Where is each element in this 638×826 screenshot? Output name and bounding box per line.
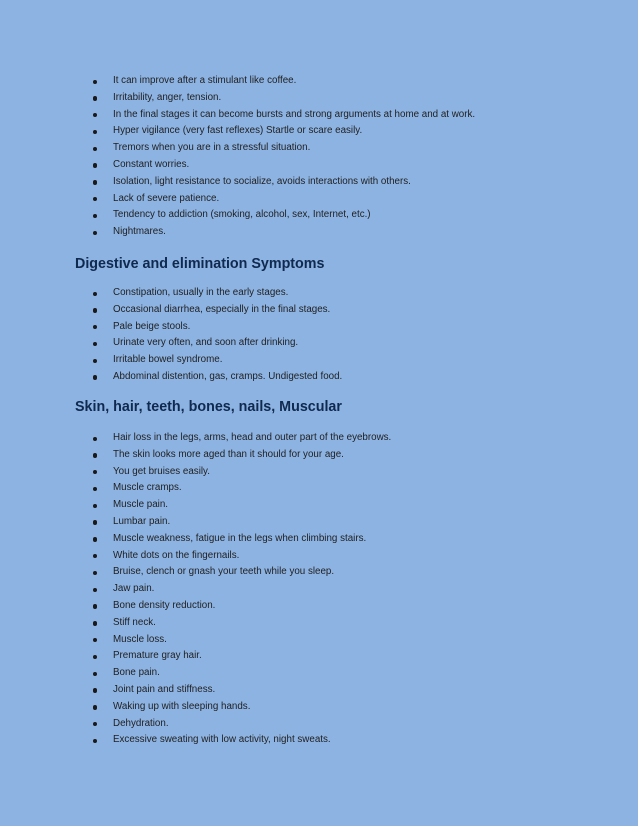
bullet-icon — [93, 453, 97, 457]
bullet-icon — [93, 231, 97, 235]
list-item — [93, 107, 613, 124]
list-item-text: Waking up with sleeping hands. — [113, 700, 251, 712]
list-item — [93, 140, 613, 157]
list-item-text: Joint pain and stiffness. — [113, 683, 216, 695]
list-item-text: Constant worries. — [113, 158, 190, 170]
list-item — [93, 123, 613, 140]
list-item — [93, 464, 613, 481]
list-item-text: The skin looks more aged than it should for your age. — [113, 448, 344, 460]
bullet-icon — [93, 342, 97, 346]
list-item — [93, 598, 613, 615]
list-item — [93, 514, 613, 531]
skin-hair-symptom-list — [93, 430, 613, 749]
list-item — [93, 207, 613, 224]
list-item-text: Muscle cramps. — [113, 482, 182, 494]
list-item-text: In the final stages it can become bursts and strong arguments at home and at work. — [113, 108, 476, 120]
list-item — [93, 369, 613, 386]
list-item — [93, 447, 613, 464]
list-item-text: Constipation, usually in the early stages. — [113, 287, 289, 298]
bullet-icon — [93, 292, 97, 296]
list-item-text: Muscle pain. — [113, 499, 168, 511]
bullet-icon — [93, 113, 97, 117]
list-item — [93, 90, 613, 107]
list-item-text: Irritable bowel syndrome. — [113, 354, 223, 366]
list-item — [93, 665, 613, 682]
list-item — [93, 352, 613, 369]
list-item — [93, 430, 613, 447]
bullet-icon — [93, 571, 97, 575]
section-heading-skin-hair: Skin, hair, teeth, bones, nails, Muscular — [75, 399, 342, 415]
list-item — [93, 564, 613, 581]
bullet-icon — [93, 655, 97, 659]
list-item-text: Premature gray hair. — [113, 650, 202, 662]
list-item — [93, 497, 613, 514]
bullet-icon — [93, 96, 97, 100]
bullet-icon — [93, 308, 97, 312]
list-item — [93, 302, 613, 319]
list-item-text: Isolation, light resistance to socialize, avoids interactions with others. — [113, 175, 411, 187]
list-item — [93, 732, 613, 749]
list-item — [93, 716, 613, 733]
list-item-text: Bruise, clench or gnash your teeth while you sleep. — [113, 566, 335, 578]
list-item — [93, 335, 613, 352]
list-item — [93, 174, 613, 191]
bullet-icon — [93, 147, 97, 151]
bullet-icon — [93, 722, 97, 726]
list-item-text: Hair loss in the legs, arms, head and outer part of the eyebrows. — [113, 432, 392, 443]
bullet-icon — [93, 672, 97, 676]
list-item — [93, 480, 613, 497]
list-item-text: You get bruises easily. — [113, 465, 210, 477]
list-item — [93, 157, 613, 174]
list-item-text: Pale beige stools. — [113, 320, 191, 332]
bullet-icon — [93, 604, 97, 608]
bullet-icon — [93, 588, 97, 592]
list-item-text: Nightmares. — [113, 226, 166, 238]
bullet-icon — [93, 688, 97, 692]
bullet-icon — [93, 214, 97, 218]
list-item — [93, 73, 613, 90]
list-item — [93, 615, 613, 632]
bullet-icon — [93, 739, 97, 743]
list-item-text: Excessive sweating with low activity, night sweats. — [113, 734, 331, 746]
list-item-text: White dots on the fingernails. — [113, 549, 240, 561]
list-item — [93, 682, 613, 699]
list-item-text: Occasional diarrhea, especially in the final stages. — [113, 303, 331, 315]
list-item-text: Tremors when you are in a stressful situation. — [113, 142, 311, 154]
list-item — [93, 548, 613, 565]
bullet-icon — [93, 470, 97, 474]
bullet-icon — [93, 705, 97, 709]
list-item-text: Irritability, anger, tension. — [113, 91, 222, 103]
list-item-text: Abdominal distention, gas, cramps. Undigested food. — [113, 370, 343, 382]
bullet-icon — [93, 554, 97, 558]
list-item-text: It can improve after a stimulant like coffee. — [113, 75, 297, 86]
bullet-icon — [93, 638, 97, 642]
bullet-icon — [93, 359, 97, 363]
list-item — [93, 632, 613, 649]
list-item-text: Dehydration. — [113, 717, 169, 729]
list-item — [93, 319, 613, 336]
bullet-icon — [93, 504, 97, 508]
bullet-icon — [93, 180, 97, 184]
list-item-text: Hyper vigilance (very fast reflexes) Startle or scare easily. — [113, 125, 363, 137]
list-item-text: Muscle loss. — [113, 633, 167, 645]
list-item-text: Urinate very often, and soon after drinking. — [113, 337, 299, 349]
list-item-text: Lumbar pain. — [113, 515, 171, 527]
bullet-icon — [93, 520, 97, 524]
mood-symptom-list — [93, 73, 613, 241]
list-item-text: Tendency to addiction (smoking, alcohol, sex, Internet, etc.) — [113, 209, 371, 221]
list-item-text: Bone density reduction. — [113, 599, 216, 611]
bullet-icon — [93, 163, 97, 167]
list-item — [93, 581, 613, 598]
list-item-text: Muscle weakness, fatigue in the legs when climbing stairs. — [113, 532, 367, 544]
list-item-text: Jaw pain. — [113, 583, 155, 595]
bullet-icon — [93, 130, 97, 134]
list-item-text: Bone pain. — [113, 667, 160, 679]
list-item-text: Lack of severe patience. — [113, 192, 220, 204]
bullet-icon — [93, 375, 97, 379]
bullet-icon — [93, 80, 97, 84]
list-item-text: Stiff neck. — [113, 616, 156, 628]
list-item — [93, 648, 613, 665]
digestive-symptom-list — [93, 285, 613, 386]
bullet-icon — [93, 487, 97, 491]
list-item — [93, 285, 613, 302]
bullet-icon — [93, 437, 97, 441]
bullet-icon — [93, 537, 97, 541]
bullet-icon — [93, 325, 97, 329]
list-item — [93, 699, 613, 716]
list-item — [93, 224, 613, 241]
list-item — [93, 531, 613, 548]
bullet-icon — [93, 621, 97, 625]
section-heading-digestive: Digestive and elimination Symptoms — [75, 256, 325, 272]
list-item — [93, 191, 613, 208]
bullet-icon — [93, 197, 97, 201]
